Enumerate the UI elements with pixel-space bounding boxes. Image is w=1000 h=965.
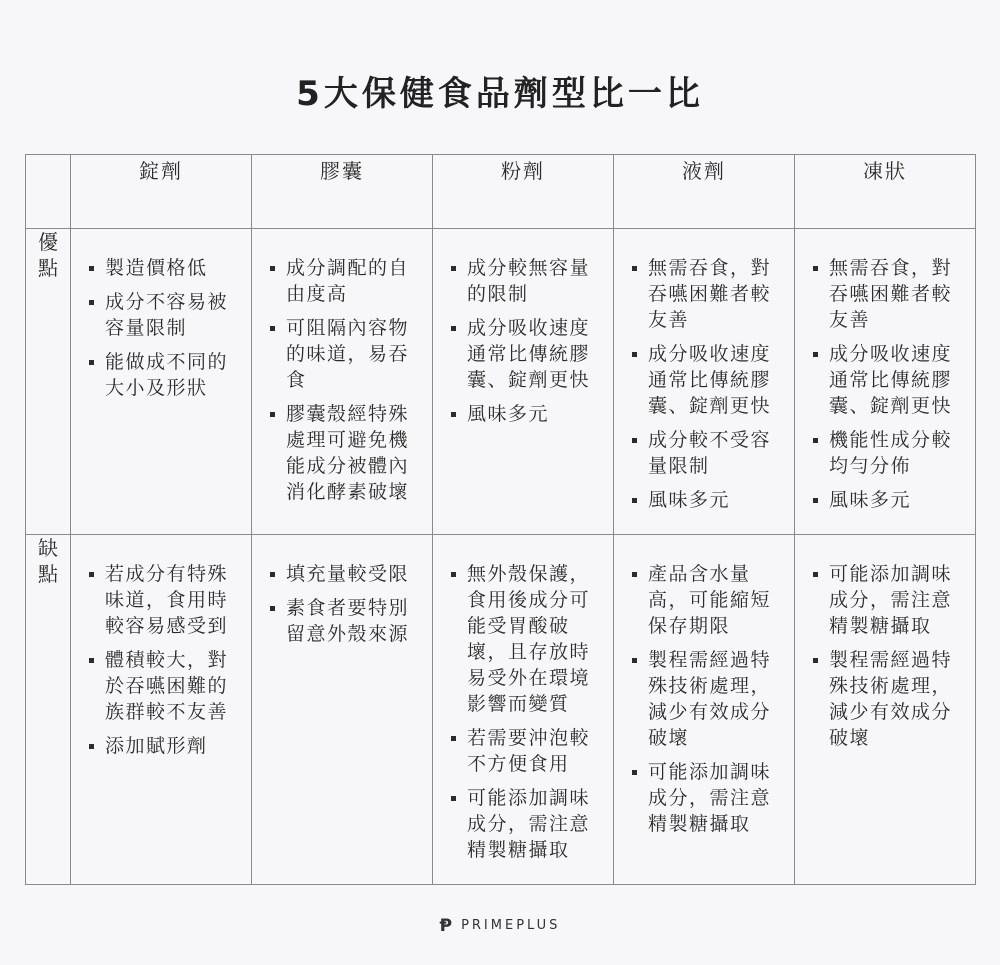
list-item: 風味多元 bbox=[632, 487, 784, 513]
table-row-cons bbox=[26, 535, 976, 885]
table-header-row bbox=[26, 155, 976, 229]
list-item: 填充量較受限 bbox=[270, 561, 422, 587]
list-item: 產品含水量高，可能縮短保存期限 bbox=[632, 561, 784, 639]
list-item: 素食者要特別留意外殼來源 bbox=[270, 595, 422, 647]
bullet-list bbox=[71, 229, 251, 401]
list-item: 成分較無容量的限制 bbox=[451, 255, 603, 307]
list-item: 風味多元 bbox=[451, 401, 603, 427]
list-item: 無外殼保護，食用後成分可能受胃酸破壞，且存放時易受外在環境影響而變質 bbox=[451, 561, 603, 717]
list-item: 可能添加調味成分，需注意精製糖攝取 bbox=[451, 785, 603, 863]
column-header-tablet: 錠劑 bbox=[71, 155, 252, 229]
list-item: 成分吸收速度通常比傳統膠囊、錠劑更快 bbox=[451, 315, 603, 393]
brand-name: PRIMEPLUS bbox=[461, 918, 561, 933]
list-item: 無需吞食，對吞嚥困難者較友善 bbox=[632, 255, 784, 333]
list-item: 添加賦形劑 bbox=[89, 733, 241, 759]
bullet-list bbox=[614, 535, 794, 837]
bullet-list bbox=[795, 535, 975, 751]
cell-cons-liquid bbox=[614, 535, 795, 885]
list-item: 製程需經過特殊技術處理，減少有效成分破壞 bbox=[813, 647, 965, 751]
list-item: 成分調配的自由度高 bbox=[270, 255, 422, 307]
list-item: 成分較不受容量限制 bbox=[632, 427, 784, 479]
list-item: 成分吸收速度通常比傳統膠囊、錠劑更快 bbox=[632, 341, 784, 419]
list-item: 可能添加調味成分，需注意精製糖攝取 bbox=[632, 759, 784, 837]
list-item: 製造價格低 bbox=[89, 255, 241, 281]
bullet-list bbox=[433, 535, 613, 863]
row-label-cons: 缺點 bbox=[26, 535, 71, 885]
list-item: 若需要沖泡較不方便食用 bbox=[451, 725, 603, 777]
list-item: 成分不容易被容量限制 bbox=[89, 289, 241, 341]
list-item: 製程需經過特殊技術處理，減少有效成分破壞 bbox=[632, 647, 784, 751]
comparison-table bbox=[25, 154, 976, 885]
list-item: 膠囊殼經特殊處理可避免機能成分被體內消化酵素破壞 bbox=[270, 401, 422, 505]
bullet-list bbox=[614, 229, 794, 513]
column-header-capsule: 膠囊 bbox=[252, 155, 433, 229]
cell-cons-capsule bbox=[252, 535, 433, 885]
list-item: 若成分有特殊味道，食用時較容易感受到 bbox=[89, 561, 241, 639]
list-item: 機能性成分較均勻分佈 bbox=[813, 427, 965, 479]
bullet-list bbox=[433, 229, 613, 427]
row-label-pros: 優點 bbox=[26, 229, 71, 535]
bullet-list bbox=[252, 535, 432, 647]
cell-pros-tablet bbox=[71, 229, 252, 535]
list-item: 可阻隔內容物的味道，易吞食 bbox=[270, 315, 422, 393]
column-header-powder: 粉劑 bbox=[433, 155, 614, 229]
list-item: 體積較大，對於吞嚥困難的族群較不友善 bbox=[89, 647, 241, 725]
bullet-list bbox=[795, 229, 975, 513]
column-header-jelly: 凍狀 bbox=[795, 155, 976, 229]
bullet-list bbox=[71, 535, 251, 759]
column-header-liquid: 液劑 bbox=[614, 155, 795, 229]
cell-pros-liquid bbox=[614, 229, 795, 535]
primeplus-logo-icon: Ᵽ bbox=[439, 916, 456, 936]
list-item: 可能添加調味成分，需注意精製糖攝取 bbox=[813, 561, 965, 639]
list-item: 風味多元 bbox=[813, 487, 965, 513]
list-item: 能做成不同的大小及形狀 bbox=[89, 349, 241, 401]
cell-pros-powder bbox=[433, 229, 614, 535]
list-item: 無需吞食，對吞嚥困難者較友善 bbox=[813, 255, 965, 333]
table-row-pros bbox=[26, 229, 976, 535]
cell-cons-powder bbox=[433, 535, 614, 885]
list-item: 成分吸收速度通常比傳統膠囊、錠劑更快 bbox=[813, 341, 965, 419]
corner-cell bbox=[26, 155, 71, 229]
cell-cons-tablet bbox=[71, 535, 252, 885]
bullet-list bbox=[252, 229, 432, 505]
brand-footer bbox=[0, 916, 1000, 936]
page-title: 5大保健食品劑型比一比 bbox=[296, 74, 704, 114]
cell-pros-jelly bbox=[795, 229, 976, 535]
cell-cons-jelly bbox=[795, 535, 976, 885]
cell-pros-capsule bbox=[252, 229, 433, 535]
